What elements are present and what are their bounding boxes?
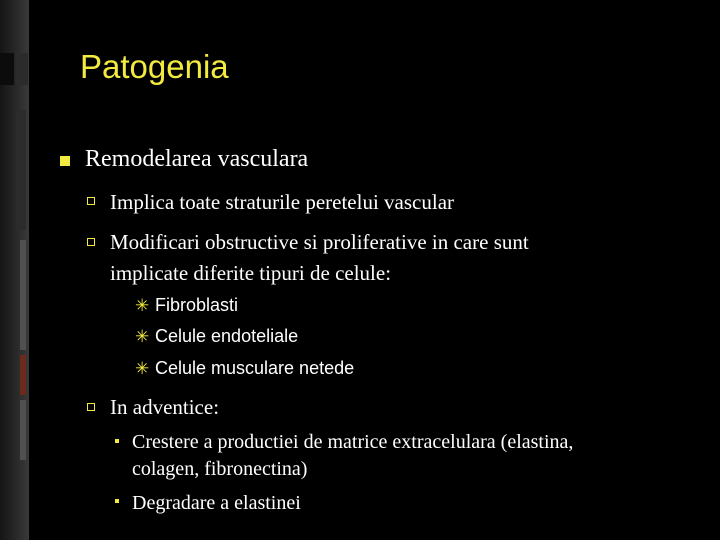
hollow-square-bullet-icon (87, 197, 95, 205)
slide-title: Patogenia (80, 48, 229, 85)
decorative-block (16, 53, 28, 85)
bullet-implica: Implica toate straturile peretelui vascular (110, 190, 455, 214)
asterisk-bullet-icon: ✳ (135, 359, 150, 378)
asterisk-bullet-icon: ✳ (135, 327, 150, 346)
small-square-bullet-icon (115, 439, 119, 443)
hollow-square-bullet-icon (87, 403, 95, 411)
bullet-crestere-line1: Crestere a productiei de matrice extracelulara (elastina, (132, 431, 574, 453)
decorative-line (20, 240, 26, 350)
square-bullet-icon (60, 156, 70, 166)
bullet-celule-musculare: Celule musculare netede (155, 358, 355, 378)
bullet-celule-endoteliale: Celule endoteliale (155, 326, 299, 346)
decorative-accent (20, 355, 26, 395)
bullet-degradare: Degradare a elastinei (132, 492, 301, 514)
bullet-crestere-line2: colagen, fibronectina) (132, 458, 308, 480)
decorative-line (20, 400, 26, 460)
small-square-bullet-icon (115, 499, 119, 503)
bullet-in-adventice: In adventice: (110, 395, 220, 419)
hollow-square-bullet-icon (87, 238, 95, 246)
decorative-block (0, 53, 14, 85)
bullet-modificari-line2: implicate diferite tipuri de celule: (110, 261, 392, 285)
bullet-modificari-line1: Modificari obstructive si proliferative in care sunt (110, 230, 529, 254)
decorative-bar (16, 110, 26, 230)
bullet-remodelarea: Remodelarea vasculara (85, 146, 309, 172)
decorative-left-band (0, 0, 29, 540)
asterisk-bullet-icon: ✳ (135, 296, 150, 315)
bullet-fibroblasti: Fibroblasti (155, 295, 239, 315)
